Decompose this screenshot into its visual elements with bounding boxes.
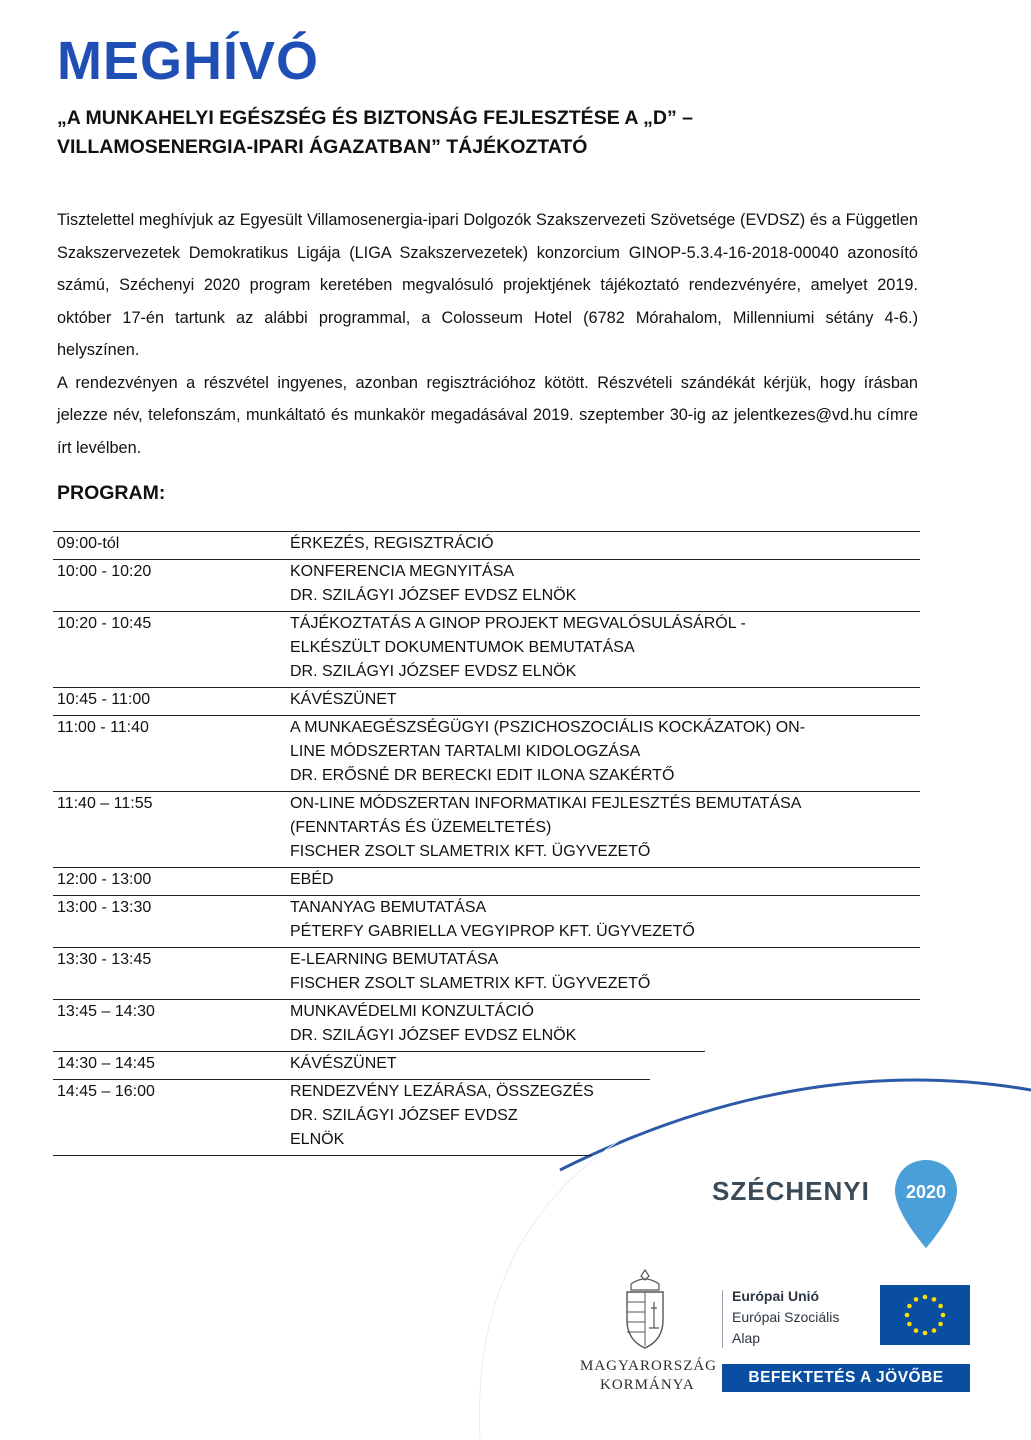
program-description xyxy=(290,688,890,712)
program-row xyxy=(57,1052,917,1080)
program-description xyxy=(290,948,890,996)
invitation-text xyxy=(57,204,918,464)
eu-star xyxy=(932,1328,937,1333)
program-time: 10:20 - 10:45 xyxy=(57,615,152,632)
program-description-line: LINE MÓDSZERTAN TARTALMI KIDOLOGZÁSA xyxy=(290,743,641,760)
subtitle-line-1: „A MUNKAHELYI EGÉSZSÉG ÉS BIZTONSÁG FEJLESZTÉSE A „D” – xyxy=(57,107,694,129)
eu-title: Európai Unió xyxy=(732,1288,820,1304)
program-description-line: MUNKAVÉDELMI KONZULTÁCIÓ xyxy=(290,1003,534,1020)
eu-star xyxy=(932,1297,937,1302)
program-description xyxy=(290,1052,890,1076)
government-name-line-2: KORMÁNYA xyxy=(600,1377,695,1393)
program-time: 12:00 - 13:00 xyxy=(57,871,152,888)
program-row xyxy=(57,1080,917,1156)
eu-star xyxy=(923,1331,928,1336)
table-rule xyxy=(53,1155,592,1156)
program-row xyxy=(57,896,917,948)
program-time: 14:30 – 14:45 xyxy=(57,1055,155,1072)
program-row xyxy=(57,560,917,612)
program-description-line: DR. SZILÁGYI JÓZSEF EVDSZ ELNÖK xyxy=(290,663,577,680)
program-row xyxy=(57,1000,917,1052)
program-heading: PROGRAM: xyxy=(57,482,166,504)
program-description xyxy=(290,792,890,864)
program-row xyxy=(57,612,917,688)
program-row xyxy=(57,868,917,896)
szechenyi-logo-text: SZÉCHENYI xyxy=(712,1176,870,1206)
program-description-line: TANANYAG BEMUTATÁSA xyxy=(290,899,487,916)
program-time: 13:00 - 13:30 xyxy=(57,899,152,916)
program-description-line: RENDEZVÉNY LEZÁRÁSA, ÖSSZEGZÉS xyxy=(290,1083,594,1100)
eu-star xyxy=(905,1313,910,1318)
program-description xyxy=(290,612,890,684)
szechenyi-pin-icon xyxy=(893,1158,959,1250)
program-row xyxy=(57,948,917,1000)
program-description-line: FISCHER ZSOLT SLAMETRIX KFT. ÜGYVEZETŐ xyxy=(290,843,651,860)
program-description xyxy=(290,868,890,892)
program-description xyxy=(290,896,890,944)
hungarian-crest-icon xyxy=(617,1268,673,1352)
program-description-line: EBÉD xyxy=(290,871,334,888)
program-time: 13:45 – 14:30 xyxy=(57,1003,155,1020)
program-time: 11:00 - 11:40 xyxy=(57,719,149,736)
program-description-line: E-LEARNING BEMUTATÁSA xyxy=(290,951,499,968)
eu-divider xyxy=(722,1290,723,1348)
program-row xyxy=(57,688,917,716)
program-description-line: KÁVÉSZÜNET xyxy=(290,691,397,708)
program-description-line: KONFERENCIA MEGNYITÁSA xyxy=(290,563,515,580)
program-description xyxy=(290,1000,890,1048)
program-description-line: DR. SZILÁGYI JÓZSEF EVDSZ ELNÖK xyxy=(290,1027,577,1044)
eu-star xyxy=(938,1304,943,1309)
program-description-line: DR. SZILÁGYI JÓZSEF EVDSZ ELNÖK xyxy=(290,587,577,604)
intro-paragraph-1: Tisztelettel meghívjuk az Egyesült Villamosenergia-ipari Dolgozók Szakszervezeti Szövetsége (EVDSZ) és a Független Szakszervezetek Demokratikus Ligája (LIGA Szakszervezetek) konzorcium GINOP-5.3.4-16-2018-00040 azonosító számú, Széchenyi 2020 program keretében megvalósuló projektjének tájékoztató rendezvényére, amelyet 2019. október 17-én tartunk az alábbi programmal, a Colosseum Hotel (6782 Mórahalom, Millenniumi sétány 4-6.) helyszínen. xyxy=(57,211,918,359)
eu-fund-line-2: Alap xyxy=(732,1330,761,1346)
program-time: 11:40 – 11:55 xyxy=(57,795,153,812)
program-description-line: PÉTERFY GABRIELLA VEGYIPROP KFT. ÜGYVEZETŐ xyxy=(290,923,695,940)
program-description xyxy=(290,560,890,608)
eu-star xyxy=(938,1322,943,1327)
eu-star xyxy=(914,1297,919,1302)
program-description-line: KÁVÉSZÜNET xyxy=(290,1055,397,1072)
program-description-line: TÁJÉKOZTATÁS A GINOP PROJEKT MEGVALÓSULÁSÁRÓL - xyxy=(290,615,746,632)
program-time: 10:00 - 10:20 xyxy=(57,563,152,580)
program-row xyxy=(57,532,917,560)
eu-fund-line-1: Európai Szociális xyxy=(732,1309,840,1325)
event-subtitle xyxy=(57,104,937,162)
szechenyi-year: 2020 xyxy=(905,1182,947,1202)
program-description xyxy=(290,532,890,556)
subtitle-line-2: VILLAMOSENERGIA-IPARI ÁGAZATBAN” TÁJÉKOZTATÓ xyxy=(57,136,588,158)
program-description xyxy=(290,716,890,788)
program-description-line: A MUNKAEGÉSZSÉGÜGYI (PSZICHOSZOCIÁLIS KOCKÁZATOK) ON- xyxy=(290,719,806,736)
program-row xyxy=(57,792,917,868)
intro-paragraph-2: A rendezvényen a részvétel ingyenes, azonban regisztrációhoz kötött. Részvételi szándékát kérjük, hogy írásban jelezze név, telefonszám, munkáltató és munkakör megadásával 2019. szeptember 30-ig az jelentkezes@vd.hu címre írt levélben. xyxy=(57,373,918,457)
program-row xyxy=(57,716,917,792)
program-time: 13:30 - 13:45 xyxy=(57,951,152,968)
program-description-line: ELNÖK xyxy=(290,1131,345,1148)
program-description-line: (FENNTARTÁS ÉS ÜZEMELTETÉS) xyxy=(290,819,552,836)
government-name-line-1: MAGYARORSZÁG xyxy=(580,1358,718,1374)
program-time: 10:45 - 11:00 xyxy=(57,691,151,708)
program-description-line: ELKÉSZÜLT DOKUMENTUMOK BEMUTATÁSA xyxy=(290,639,635,656)
program-description-line: ON-LINE MÓDSZERTAN INFORMATIKAI FEJLESZTÉS BEMUTATÁSA xyxy=(290,795,802,812)
eu-star xyxy=(907,1304,912,1309)
eu-flag-icon xyxy=(880,1285,970,1345)
program-description-line: DR. ERŐSNÉ DR BERECKI EDIT ILONA SZAKÉRTŐ xyxy=(290,767,675,784)
program-description-line: FISCHER ZSOLT SLAMETRIX KFT. ÜGYVEZETŐ xyxy=(290,975,651,992)
program-description xyxy=(290,1080,890,1152)
program-description-line: ÉRKEZÉS, REGISZTRÁCIÓ xyxy=(290,535,494,552)
eu-star xyxy=(923,1295,928,1300)
program-description-line: DR. SZILÁGYI JÓZSEF EVDSZ xyxy=(290,1107,518,1124)
page-title: MEGHÍVÓ xyxy=(57,31,320,91)
eu-star xyxy=(907,1322,912,1327)
program-time: 09:00-tól xyxy=(57,535,120,552)
eu-star xyxy=(941,1313,946,1318)
invest-in-future-banner: BEFEKTETÉS A JÖVŐBE xyxy=(722,1364,970,1392)
eu-star xyxy=(914,1328,919,1333)
program-time: 14:45 – 16:00 xyxy=(57,1083,155,1100)
